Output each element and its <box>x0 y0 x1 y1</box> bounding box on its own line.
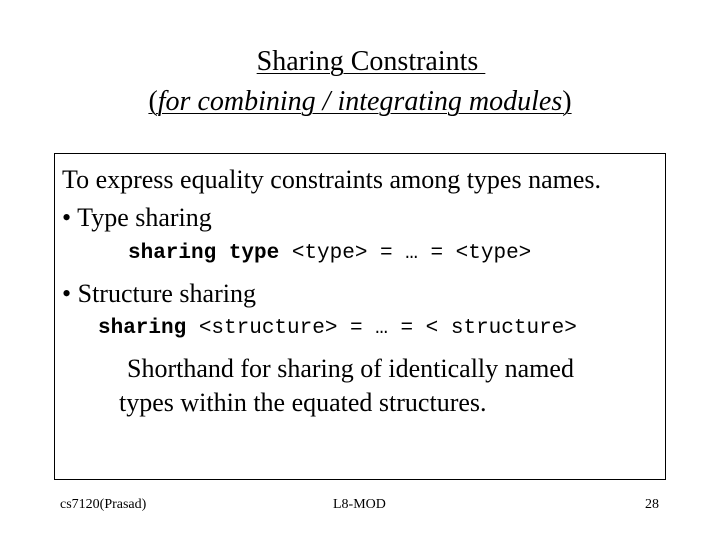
slide-title-line-1 <box>0 46 720 78</box>
intro-text: To express equality constraints among types names. <box>62 165 602 194</box>
footer-course: cs7120(Prasad) <box>60 497 147 512</box>
subtitle-close-paren: ) <box>562 86 572 117</box>
code-structure-sharing <box>98 316 577 342</box>
bullet-structure-sharing: • Structure sharing <box>62 279 256 308</box>
code-structure-sharing-rest: <structure> = … = < structure> <box>186 317 577 340</box>
shorthand-note-line-2: types within the equated structures. <box>119 388 487 417</box>
slide-subtitle <box>148 86 571 117</box>
subtitle-open-paren: ( <box>148 86 158 117</box>
code-keyword-sharing-type: sharing type <box>128 242 280 265</box>
subtitle-italic-text: for combining / integrating modules <box>157 86 563 117</box>
footer-page-number: 28 <box>645 497 659 512</box>
code-type-sharing-rest: <type> = … = <type> <box>279 242 532 265</box>
slide-title-line-2 <box>0 86 720 118</box>
footer-lecture: L8-MOD <box>333 497 386 512</box>
code-type-sharing <box>128 241 531 267</box>
slide-title-text: Sharing Constraints <box>256 46 486 77</box>
code-keyword-sharing: sharing <box>98 317 187 340</box>
shorthand-note-line-1: Shorthand for sharing of identically named <box>127 354 574 383</box>
bullet-type-sharing: • Type sharing <box>62 203 212 232</box>
